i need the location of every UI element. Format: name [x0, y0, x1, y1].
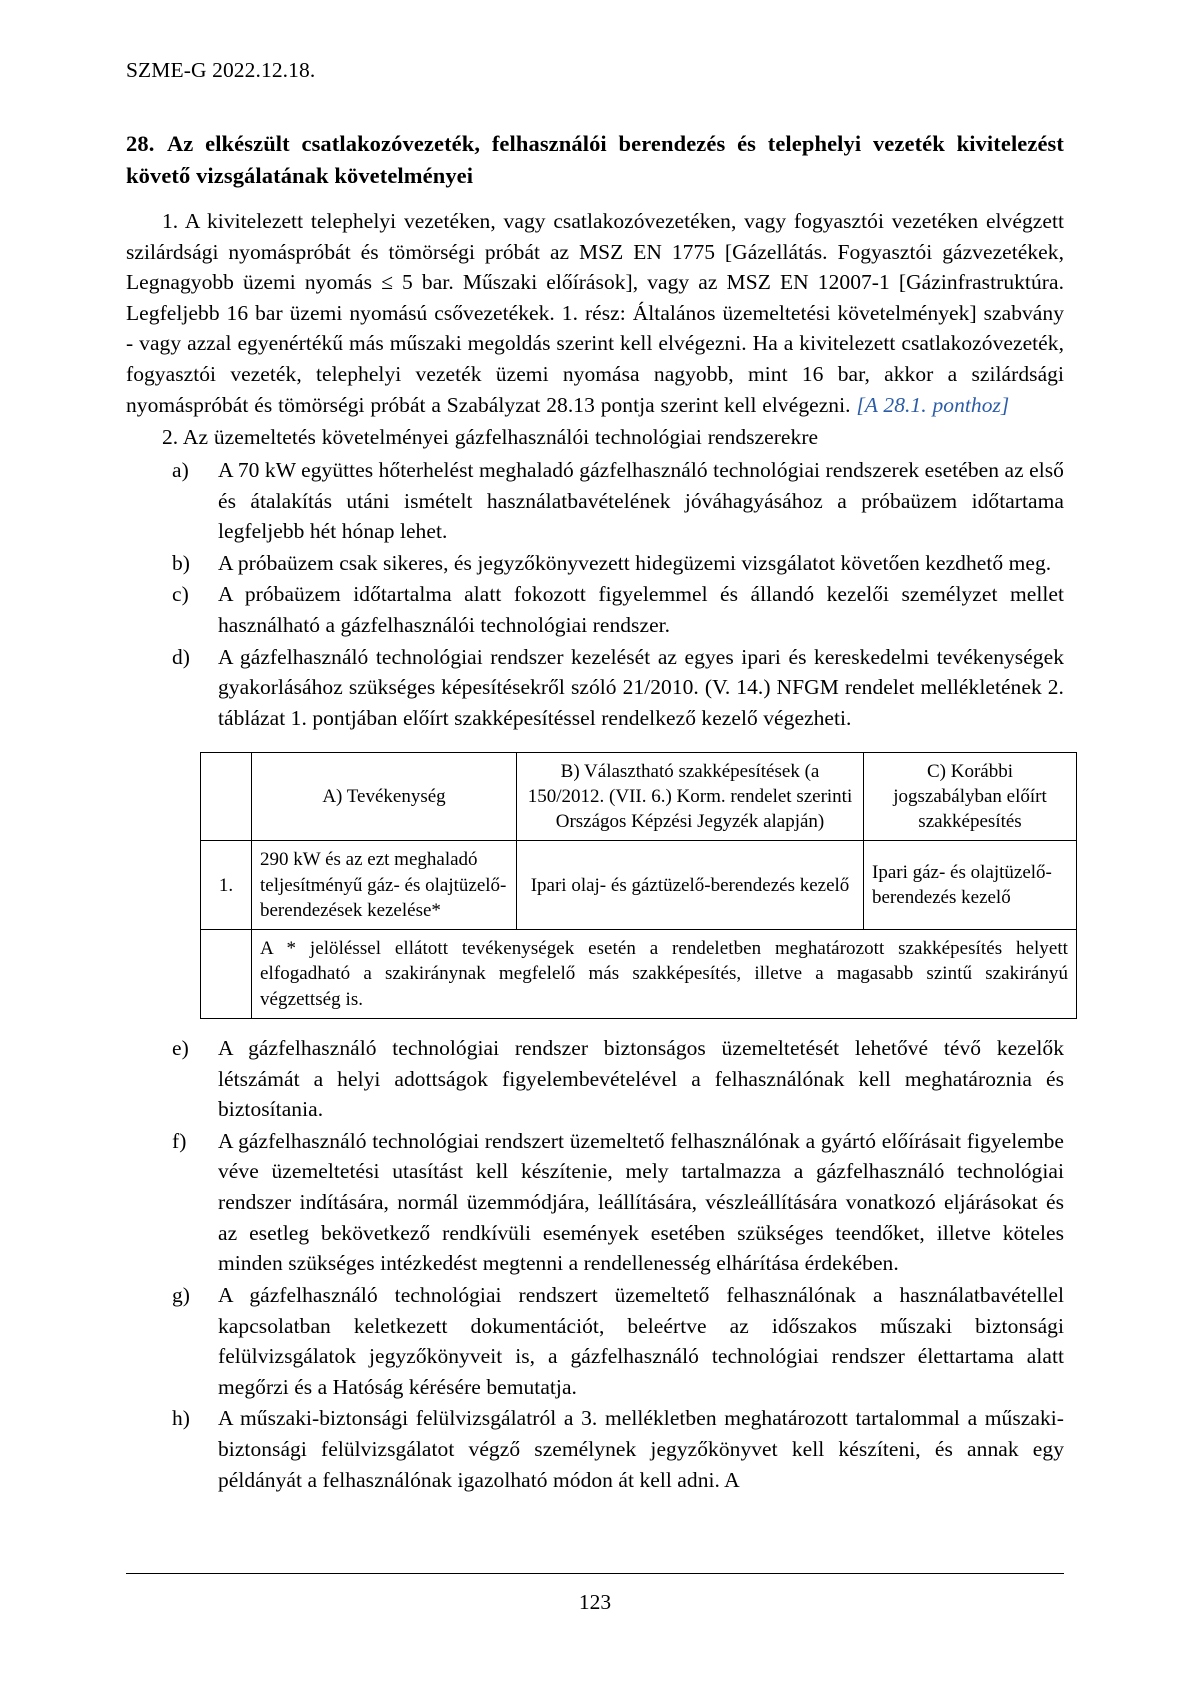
- list-item: [126, 1280, 1064, 1403]
- paragraph-1-text: 1. A kivitelezett telephelyi vezetéken, vagy csatlakozóvezetéken, vagy fogyasztói vezetéken elvégzett szilárdsági nyomáspróbát és tömörségi próbát az MSZ EN 1775 [Gázellátás. Fogyasztói gázvezetékek, Legnagyobb üzemi nyomás ≤ 5 bar. Műszaki előírások], vagy az MSZ EN 12007-1 [Gázinfrastruktúra. Legfeljebb 16 bar üzemi nyomású csővezetékek. 1. rész: Általános üzemeltetési követelmények] szabvány - vagy azzal egyenértékű más műszaki megoldás szerint kell elvégezni. Ha a kivitelezett csatlakozóvezeték, fogyasztói vezeték, telephelyi vezeték üzemi nyomása nagyobb, mint 16 bar, akkor a szilárdsági nyomáspróbát és tömörségi próbát a Szabályzat 28.13 pontja szerint kell elvégezni.: [126, 208, 1064, 417]
- table-header-row: [201, 752, 1077, 841]
- list-item-text: A 70 kW együttes hőterhelést meghaladó gázfelhasználó technológiai rendszerek esetében az első és átalakítás utáni ismételt használatbavételének jóváhagyásához a próbaüzem időtartama legfeljebb hét hónap lehet.: [218, 457, 1064, 544]
- running-header: SZME-G 2022.12.18.: [126, 58, 316, 82]
- row-qualifications: Ipari olaj- és gáztüzelő-berendezés kezelő: [517, 841, 864, 930]
- table-row: [201, 841, 1077, 930]
- section-title-text: Az elkészült csatlakozóvezeték, felhasználói berendezés és telephelyi vezeték kivitelezést követő vizsgálatának követelményei: [126, 131, 1065, 188]
- list-marker: h): [172, 1406, 191, 1431]
- requirements-list-continued: [126, 1033, 1064, 1495]
- list-item: [126, 455, 1064, 547]
- paragraph-1: [126, 206, 1064, 420]
- list-item: [126, 1033, 1064, 1125]
- list-marker: e): [172, 1035, 189, 1060]
- list-marker: g): [172, 1282, 191, 1307]
- footer-divider: [126, 1573, 1064, 1574]
- qualification-table-wrapper: [126, 752, 1068, 1019]
- list-marker: b): [172, 550, 191, 575]
- list-item-text: A gázfelhasználó technológiai rendszert üzemeltető felhasználónak a gyártó előírásait figyelembe véve üzemeltetési utasítást kell készítenie, mely tartalmazza a gázfelhasználó technológiai rendszer indítására, normál üzemmódjára, leállítására, vészleállítására vonatkozó eljárásokat és az esetleg bekövetkező rendkívüli események esetében szükséges teendőket, illetve köteles minden szükséges intézkedést megtenni a rendellenesség elhárítása érdekében.: [218, 1128, 1064, 1276]
- list-marker: c): [172, 582, 189, 607]
- paragraph-2: 2. Az üzemeltetés követelményei gázfelhasználói technológiai rendszerekre: [162, 425, 819, 450]
- list-item: [126, 1403, 1064, 1495]
- list-item: [126, 579, 1064, 640]
- list-marker: f): [172, 1128, 187, 1153]
- list-item-text: A műszaki-biztonsági felülvizsgálatról a 3. mellékletben meghatározott tartalommal a műszaki-biztonsági felülvizsgálatot végző személynek jegyzőkönyvet kell készíteni, és annak egy példányát a felhasználónak igazolható módon át kell adni. A: [218, 1406, 1064, 1492]
- row-index: 1.: [201, 841, 252, 930]
- row-activity: 290 kW és az ezt meghaladó teljesítményű gáz- és olajtüzelő-berendezések kezelése*: [252, 841, 517, 930]
- list-marker: a): [172, 457, 189, 482]
- section-heading: [126, 128, 1064, 192]
- list-item-text: A gázfelhasználó technológiai rendszer kezelését az egyes ipari és kereskedelmi tevékenységek gyakorlásához szükséges képesítésekről szóló 21/2010. (V. 14.) NFGM rendelet mellékletének 2. táblázat 1. pontjában előírt szakképesítéssel rendelkező kezelő végezheti.: [218, 644, 1064, 730]
- list-item-text: A gázfelhasználó technológiai rendszert üzemeltető felhasználónak a használatbavétellel kapcsolatban keletkezett dokumentációt, beleértve az időszakos műszaki biztonsági felülvizsgálatok jegyzőkönyveit is, a gázfelhasználó technológiai rendszer élettartama alatt megőrzi és a Hatóság kérésére bemutatja.: [218, 1282, 1064, 1399]
- list-item: [126, 642, 1064, 734]
- list-item: [126, 1126, 1064, 1279]
- table-footnote: A * jelöléssel ellátott tevékenységek esetén a rendeletben meghatározott szakképesítés helyett elfogadható a szakiránynak megfelelő más szakképesítés, illetve a magasabb szintű szakirányú végzettség is.: [252, 930, 1077, 1019]
- row-previous-qualification: Ipari gáz- és olajtüzelő-berendezés kezelő: [864, 841, 1077, 930]
- page-number: 123: [578, 1590, 612, 1614]
- requirements-list: [126, 455, 1064, 734]
- table-body: [201, 841, 1077, 1019]
- qualification-table: [200, 752, 1077, 1019]
- table-header-activity: A) Tevékenység: [252, 752, 517, 841]
- table-header-previous-qualification: C) Korábbi jogszabályban előírt szakképesítés: [864, 752, 1077, 841]
- table-header-qualifications: B) Választható szakképesítések (a 150/2012. (VII. 6.) Korm. rendelet szerinti Országos Képzési Jegyzék alapján): [517, 752, 864, 841]
- page-content: [126, 128, 1068, 1496]
- table-head: [201, 752, 1077, 841]
- reference-note: [A 28.1. ponthoz]: [856, 392, 1010, 417]
- table-header-index: [201, 752, 252, 841]
- list-item: [126, 548, 1064, 579]
- list-marker: d): [172, 644, 191, 669]
- list-item-text: A próbaüzem csak sikeres, és jegyzőkönyvezett hidegüzemi vizsgálatot követően kezdhető meg.: [218, 550, 1052, 575]
- table-footnote-row: [201, 930, 1077, 1019]
- footnote-index-cell: [201, 930, 252, 1019]
- list-item-text: A próbaüzem időtartalma alatt fokozott figyelemmel és állandó kezelői személyzet mellet használható a gázfelhasználói technológiai rendszer.: [218, 582, 1064, 637]
- list-item-text: A gázfelhasználó technológiai rendszer biztonságos üzemeltetését lehetővé tévő kezelők létszámát a helyi adottságok figyelembevételével a felhasználónak kell meghatároznia és biztosítania.: [218, 1035, 1064, 1122]
- section-number: 28.: [126, 131, 155, 156]
